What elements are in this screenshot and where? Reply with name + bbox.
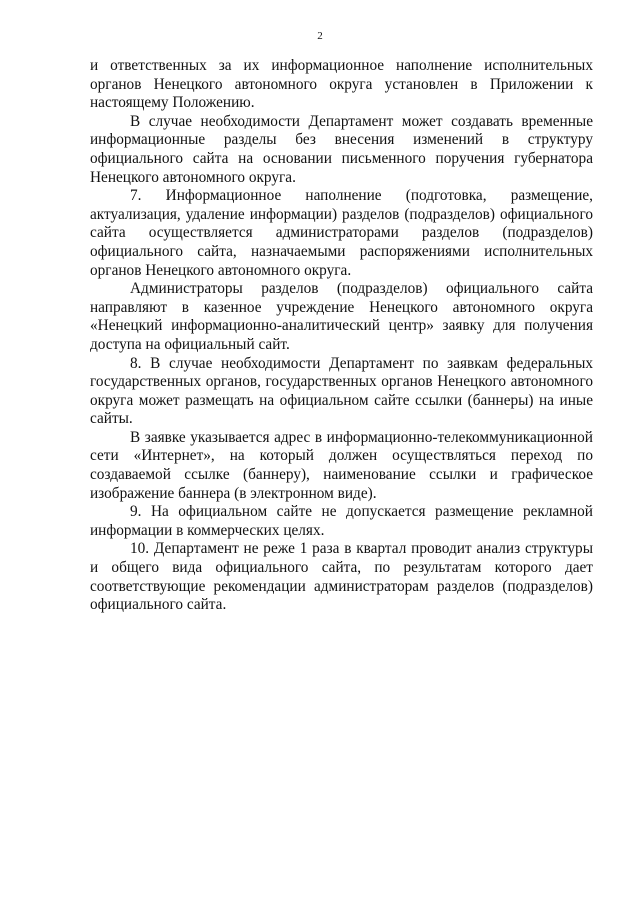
document-body — [90, 57, 593, 615]
paragraph-item-8: 8. В случае необходимости Департамент по заявкам федеральных государственных органов, государственных органов Ненецкого автономного округа может размещать на официальном сайте ссылки (баннеры) на иные сайты. — [90, 354, 593, 428]
page-number: 2 — [317, 30, 323, 42]
paragraph-temporary-sections: В случае необходимости Департамент может создавать временные информационные разделы без внесения изменений в структуру официального сайта на основании письменного поручения губернатора Ненецкого автономного округа. — [90, 112, 593, 186]
paragraph-request-details: В заявке указывается адрес в информационно-телекоммуникационной сети «Интернет», на который должен осуществляться переход по создаваемой ссылке (баннеру), наименование ссылки и графическое изображение баннера (в электронном виде). — [90, 428, 593, 502]
paragraph-continuation: и ответственных за их информационное наполнение исполнительных органов Ненецкого автономного округа установлен в Приложении к настоящему Положению. — [90, 57, 593, 112]
paragraph-administrators: Администраторы разделов (подразделов) официального сайта направляют в казенное учреждение Ненецкого автономного округа «Ненецкий информационно-аналитический центр» заявку для получения доступа на официальный сайт. — [90, 280, 593, 353]
paragraph-item-10: 10. Департамент не реже 1 раза в квартал проводит анализ структуры и общего вида официального сайта, по результатам которого дает соответствующие рекомендации администраторам разделов (подразделов) официального сайта. — [90, 540, 593, 614]
paragraph-item-7: 7. Информационное наполнение (подготовка, размещение, актуализация, удаление информации) разделов (подразделов) официального сайта осуществляется администраторами разделов (подразделов) официального сайта, назначаемыми распоряжениями исполнительных органов Ненецкого автономного округа. — [90, 187, 593, 279]
paragraph-item-9: 9. На официальном сайте не допускается размещение рекламной информации в коммерческих целях. — [90, 503, 593, 539]
